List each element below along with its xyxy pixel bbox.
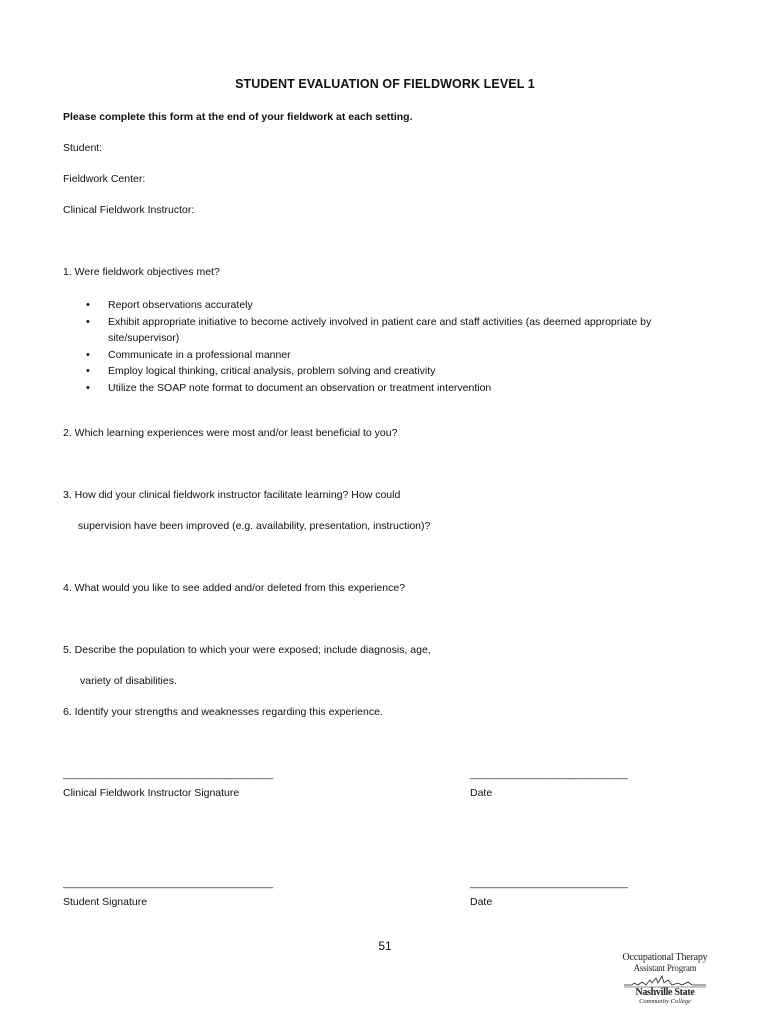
objective-item: • Report observations accurately	[63, 297, 723, 314]
page-number: 51	[378, 939, 392, 953]
student-signature-label: Student Signature	[63, 896, 148, 908]
logo-line-1: Occupational Therapy	[622, 952, 708, 963]
question-5: 5. Describe the population to which your were exposed; include diagnosis, age,	[63, 644, 431, 656]
program-logo	[615, 952, 715, 1010]
instructor-date-label: Date	[470, 787, 493, 799]
skyline-icon	[622, 974, 708, 988]
question-1: 1. Were fieldwork objectives met?	[63, 266, 220, 278]
student-date-label: Date	[470, 896, 493, 908]
instructor-signature-label: Clinical Fieldwork Instructor Signature	[63, 787, 240, 799]
question-4: 4. What would you like to see added and/or deleted from this experience?	[63, 582, 406, 594]
question-5-continued: variety of disabilities.	[80, 675, 177, 687]
logo-line-3: Nashville State	[635, 987, 695, 998]
fieldwork-center-label: Fieldwork Center:	[63, 173, 146, 185]
form-title: STUDENT EVALUATION OF FIELDWORK LEVEL 1	[235, 77, 535, 91]
objective-item: • Employ logical thinking, critical analysis, problem solving and creativity	[63, 363, 723, 380]
student-signature-line: ________________________________________	[63, 877, 273, 889]
form-instruction: Please complete this form at the end of your fieldwork at each setting.	[63, 111, 413, 123]
student-field-label: Student:	[63, 142, 103, 154]
question-6: 6. Identify your strengths and weaknesses regarding this experience.	[63, 706, 383, 718]
objective-item: • Exhibit appropriate initiative to become actively involved in patient care and staff activities (as deemed appropriate by site/supervisor)	[63, 314, 723, 347]
question-2: 2. Which learning experiences were most and/or least beneficial to you?	[63, 427, 398, 439]
question-3-continued: supervision have been improved (e.g. availability, presentation, instruction)?	[78, 520, 431, 532]
instructor-signature-line: ________________________________________	[63, 768, 273, 780]
student-date-line: ______________________________	[470, 877, 628, 889]
question-3: 3. How did your clinical fieldwork instructor facilitate learning? How could	[63, 489, 401, 501]
clinical-instructor-label: Clinical Fieldwork Instructor:	[63, 204, 195, 216]
objectives-list	[63, 297, 723, 396]
logo-line-4: Community College	[639, 998, 691, 1005]
logo-line-2: Assistant Program	[633, 963, 697, 973]
instructor-date-line: ______________________________	[470, 768, 628, 780]
objective-item: • Communicate in a professional manner	[63, 347, 723, 364]
objective-item: • Utilize the SOAP note format to document an observation or treatment intervention	[63, 380, 723, 397]
